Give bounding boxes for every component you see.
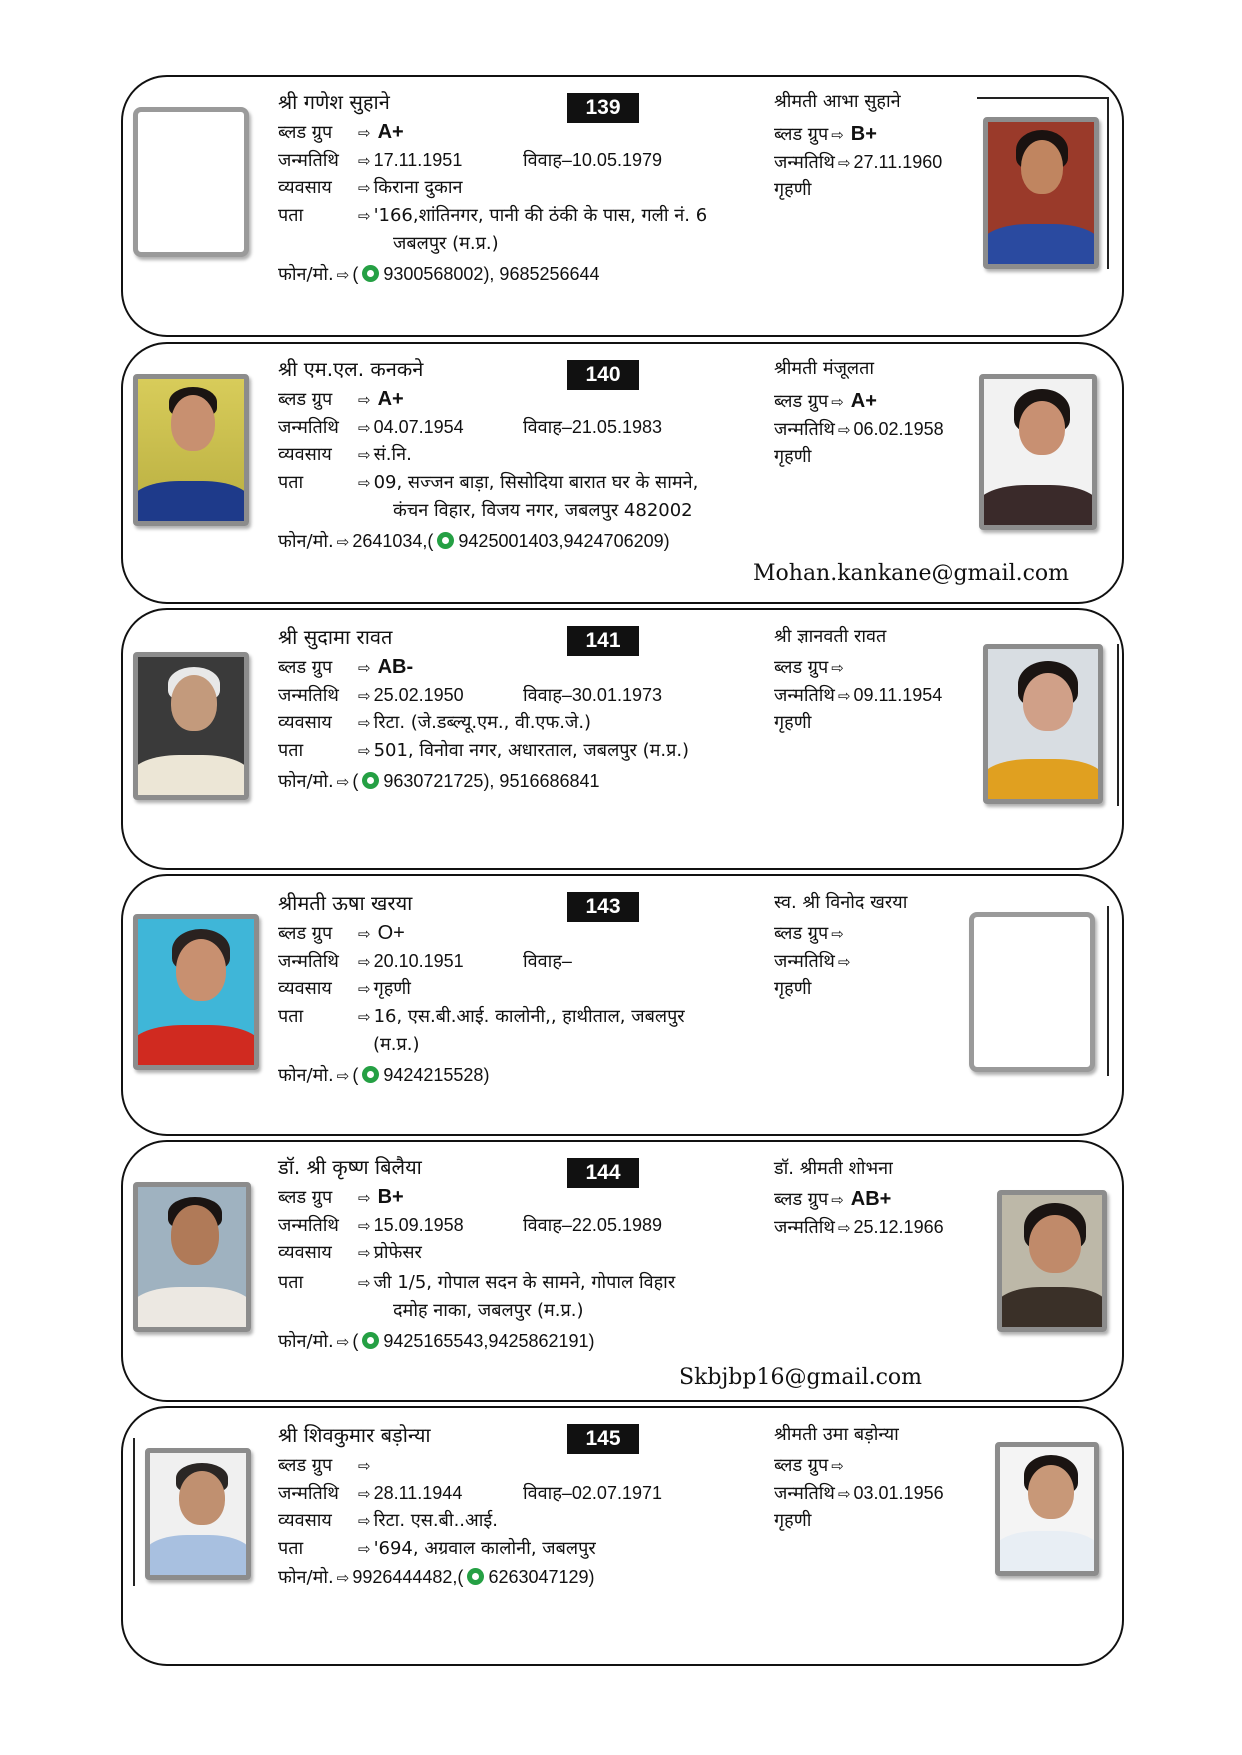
marriage-date: विवाह–30.01.1973 xyxy=(523,685,662,705)
member-number: 140 xyxy=(567,360,639,390)
address-row: पता ⇨ '166,शांतिनगर, पानी की ठंकी के पास, गली नं. 6 xyxy=(278,205,708,226)
marriage-date: विवाह–21.05.1983 xyxy=(523,417,662,437)
whatsapp-icon xyxy=(362,1066,379,1083)
husband-name: श्री शिवकुमार बड़ोन्या xyxy=(278,1423,431,1447)
husband-occupation-row: व्यवसाय ⇨ रिटा. एस.बी..आई. xyxy=(278,1510,498,1531)
husband-name: डॉ. श्री कृष्ण बिलैया xyxy=(278,1155,422,1179)
husband-blood-row: ब्लड ग्रुप ⇨ xyxy=(278,1455,371,1476)
wife-blood-row: ब्लड ग्रुप ⇨ A+ xyxy=(774,390,877,412)
phone-row: फोन/मो. ⇨ ( 9424215528) xyxy=(278,1065,490,1086)
wife-photo xyxy=(983,117,1099,269)
wife-occupation: गृहणी xyxy=(774,712,812,733)
whatsapp-icon xyxy=(362,1332,379,1349)
address-line-2: (म.प्र.) xyxy=(373,1034,420,1055)
member-number: 145 xyxy=(567,1424,639,1454)
marriage-date: विवाह–10.05.1979 xyxy=(523,150,662,170)
email-text: Mohan.kankane@gmail.com xyxy=(753,561,1070,586)
member-number: 139 xyxy=(567,93,639,123)
whatsapp-icon xyxy=(437,532,454,549)
phone-row: फोन/मो. ⇨ 2641034,( 9425001403,9424706209) xyxy=(278,531,670,552)
address-row: पता ⇨ '694, अग्रवाल कालोनी, जबलपुर xyxy=(278,1538,596,1559)
member-card-140 xyxy=(121,342,1124,604)
phone-row: फोन/मो. ⇨ ( 9630721725), 9516686841 xyxy=(278,771,600,792)
husband-blood-row: ब्लड ग्रुप ⇨ AB- xyxy=(278,656,414,678)
wife-photo xyxy=(983,644,1103,804)
member-card-144 xyxy=(121,1140,1124,1402)
wife-dob-row: जन्मतिथि ⇨ 27.11.1960 xyxy=(774,152,943,173)
husband-occupation-row: व्यवसाय ⇨ किराना दुकान xyxy=(278,177,463,198)
wife-name: डॉ. श्रीमती शोभना xyxy=(774,1158,893,1179)
member-card-139 xyxy=(121,75,1124,337)
husband-blood-row: ब्लड ग्रुप ⇨ A+ xyxy=(278,121,404,143)
husband-name: श्री एम.एल. कनकने xyxy=(278,357,424,381)
husband-photo xyxy=(133,652,249,800)
email-text: Skbjbp16@gmail.com xyxy=(679,1365,923,1390)
wife-blood-row: ब्लड ग्रुप ⇨ B+ xyxy=(774,123,877,145)
wife-occupation: गृहणी xyxy=(774,1510,812,1531)
husband-blood-row: ब्लड ग्रुप ⇨ B+ xyxy=(278,1186,404,1208)
wife-dob-row: जन्मतिथि ⇨ 25.12.1966 xyxy=(774,1217,944,1238)
husband-occupation-row: व्यवसाय ⇨ गृहणी xyxy=(278,978,411,999)
husband-occupation-row: व्यवसाय ⇨ प्रोफेसर xyxy=(278,1242,422,1263)
wife-blood-row: ब्लड ग्रुप ⇨ xyxy=(774,923,844,944)
husband-blood-row: ब्लड ग्रुप ⇨ O+ xyxy=(278,922,405,944)
member-number: 144 xyxy=(567,1158,639,1188)
husband-blood-row: ब्लड ग्रुप ⇨ A+ xyxy=(278,388,404,410)
husband-photo xyxy=(133,374,249,526)
marriage-date: विवाह– xyxy=(523,951,572,971)
marriage-date: विवाह–02.07.1971 xyxy=(523,1483,662,1503)
husband-dob-row: जन्मतिथि ⇨ 25.02.1950 xyxy=(278,685,464,706)
husband-name: श्रीमती ऊषा खरया xyxy=(278,891,413,915)
address-line-2: जबलपुर (म.प्र.) xyxy=(393,233,499,254)
wife-photo xyxy=(997,1190,1107,1332)
wife-name: श्रीमती मंजूलता xyxy=(774,358,875,379)
phone-row: फोन/मो. ⇨ ( 9300568002), 9685256644 xyxy=(278,264,600,285)
husband-occupation-row: व्यवसाय ⇨ रिटा. (जे.डब्ल्यू.एम., वी.एफ.जे.) xyxy=(278,712,592,733)
wife-dob-row: जन्मतिथि ⇨ xyxy=(774,951,851,972)
husband-name: श्री सुदामा रावत xyxy=(278,625,393,649)
wife-blood-row: ब्लड ग्रुप ⇨ AB+ xyxy=(774,1188,892,1210)
wife-dob-row: जन्मतिथि ⇨ 06.02.1958 xyxy=(774,419,944,440)
husband-name: श्री गणेश सुहाने xyxy=(278,90,390,114)
husband-dob-row: जन्मतिथि ⇨ 28.11.1944 xyxy=(278,1483,463,1504)
wife-occupation: गृहणी xyxy=(774,179,812,200)
wife-blood-row: ब्लड ग्रुप ⇨ xyxy=(774,1455,844,1476)
wife-dob-row: जन्मतिथि ⇨ 09.11.1954 xyxy=(774,685,943,706)
husband-dob-row: जन्मतिथि ⇨ 17.11.1951 xyxy=(278,150,463,171)
member-number: 143 xyxy=(567,892,639,922)
husband-photo-placeholder xyxy=(133,107,249,257)
wife-photo xyxy=(979,374,1097,530)
address-row: पता ⇨ 09, सज्जन बाड़ा, सिसोदिया बारात घर के सामने, xyxy=(278,472,699,493)
husband-photo xyxy=(133,914,259,1070)
wife-name: श्रीमती आभा सुहाने xyxy=(774,91,901,112)
whatsapp-icon xyxy=(362,772,379,789)
husband-occupation-row: व्यवसाय ⇨ सं.नि. xyxy=(278,444,412,465)
wife-name: स्व. श्री विनोद खरया xyxy=(774,892,908,913)
husband-dob-row: जन्मतिथि ⇨ 15.09.1958 xyxy=(278,1215,464,1236)
address-row: पता ⇨ 16, एस.बी.आई. कालोनी,, हाथीताल, जबलपुर xyxy=(278,1006,685,1027)
whatsapp-icon xyxy=(467,1568,484,1585)
husband-dob-row: जन्मतिथि ⇨ 04.07.1954 xyxy=(278,417,464,438)
husband-dob-row: जन्मतिथि ⇨ 20.10.1951 xyxy=(278,951,464,972)
spouse-photo-placeholder xyxy=(969,912,1095,1072)
address-line-2: दमोह नाका, जबलपुर (म.प्र.) xyxy=(393,1300,584,1321)
address-row: पता ⇨ जी 1/5, गोपाल सदन के सामने, गोपाल विहार xyxy=(278,1272,676,1293)
address-line-2: कंचन विहार, विजय नगर, जबलपुर 482002 xyxy=(393,500,693,521)
wife-dob-row: जन्मतिथि ⇨ 03.01.1956 xyxy=(774,1483,944,1504)
member-card-143 xyxy=(121,874,1124,1136)
member-number: 141 xyxy=(567,626,639,656)
wife-name: श्रीमती उमा बड़ोन्या xyxy=(774,1424,899,1445)
husband-photo xyxy=(133,1182,251,1332)
whatsapp-icon xyxy=(362,265,379,282)
address-row: पता ⇨ 501, विनोवा नगर, अधारताल, जबलपुर (म.प्र.) xyxy=(278,740,690,761)
member-card-141 xyxy=(121,608,1124,870)
member-card-145 xyxy=(121,1406,1124,1666)
phone-row: फोन/मो. ⇨ 9926444482,( 6263047129) xyxy=(278,1567,595,1588)
wife-photo xyxy=(995,1442,1099,1576)
marriage-date: विवाह–22.05.1989 xyxy=(523,1215,662,1235)
husband-photo xyxy=(145,1448,251,1580)
wife-name: श्री ज्ञानवती रावत xyxy=(774,626,887,647)
wife-blood-row: ब्लड ग्रुप ⇨ xyxy=(774,657,844,678)
wife-occupation: गृहणी xyxy=(774,446,812,467)
wife-occupation: गृहणी xyxy=(774,978,812,999)
phone-row: फोन/मो. ⇨ ( 9425165543,9425862191) xyxy=(278,1331,595,1352)
